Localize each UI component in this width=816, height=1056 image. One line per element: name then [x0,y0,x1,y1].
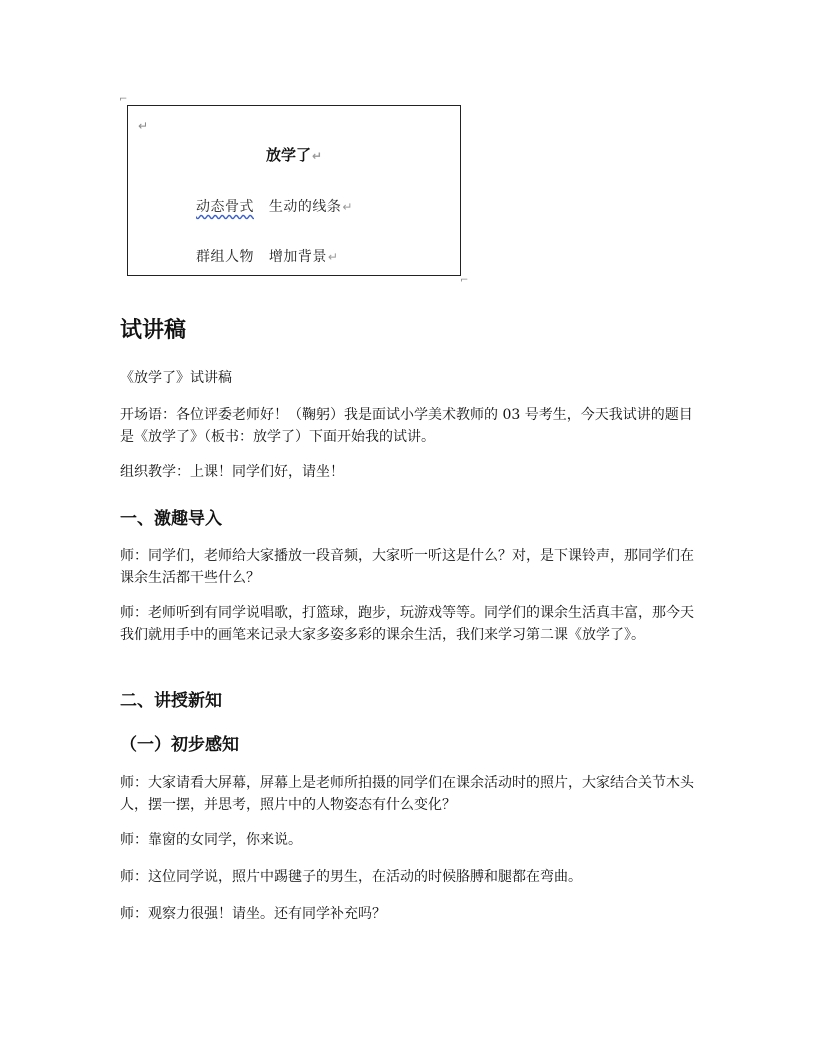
paragraph-mark-icon: ↵ [327,250,339,264]
paragraph-mark-icon: ↵ [311,149,323,163]
section-2-paragraph-4: 师：观察力很强！请坐。还有同学补充吗？ [120,906,386,922]
board-line-1 [196,196,353,216]
blackboard-design-box [127,105,461,276]
board-line-2 [196,246,338,266]
opening-paragraph: 开场语：各位评委老师好！（鞠躬）我是面试小学美术教师的 03 号考生，今天我试讲的题目是《放学了》（板书：放学了）下面开始我的试讲。 [120,407,693,445]
section-2-paragraph-2: 师：靠窗的女同学，你来说。 [120,832,302,848]
board-line-1-right: 生动的线条 [268,199,342,215]
document-heading: 试讲稿 [120,318,187,343]
board-line-1-left: 动态骨式 [196,199,254,215]
table-end-mark-icon: ⌐ [460,275,469,286]
script-subtitle: 《放学了》试讲稿 [120,370,232,386]
organize-paragraph: 组织教学：上课！同学们好，请坐！ [120,464,344,480]
subsection-1-heading: （一）初步感知 [120,735,239,755]
section-2-paragraph-1: 师：大家请看大屏幕，屏幕上是老师所拍摄的同学们在课余活动时的照片，大家结合关节木头人，摆一摆，并思考，照片中的人物姿态有什么变化？ [120,775,694,813]
section-2-paragraph-3: 师：这位同学说，照片中踢毽子的男生，在活动的时候胳膊和腿都在弯曲。 [120,869,582,885]
section-1-paragraph-1: 师：同学们，老师给大家播放一段音频，大家听一听这是什么？对，是下课铃声，那同学们在课余生活都干些什么？ [120,548,694,586]
section-1-paragraph-2: 师：老师听到有同学说唱歌，打篮球，跑步，玩游戏等等。同学们的课余生活真丰富，那今天我们就用手中的画笔来记录大家多姿多彩的课余生活，我们来学习第二课《放学了》。 [120,605,694,643]
board-title: 放学了↵ [265,146,323,164]
paragraph-mark-icon: ↵ [138,119,149,133]
paragraph-mark-icon: ↵ [342,200,353,214]
section-2-heading: 二、讲授新知 [120,691,222,711]
board-line-2-right: 增加背景 [268,249,327,265]
section-1-heading: 一、激趣导入 [120,509,222,529]
board-line-2-left: 群组人物 [196,249,254,265]
table-anchor-icon: ⌐ [119,94,128,105]
